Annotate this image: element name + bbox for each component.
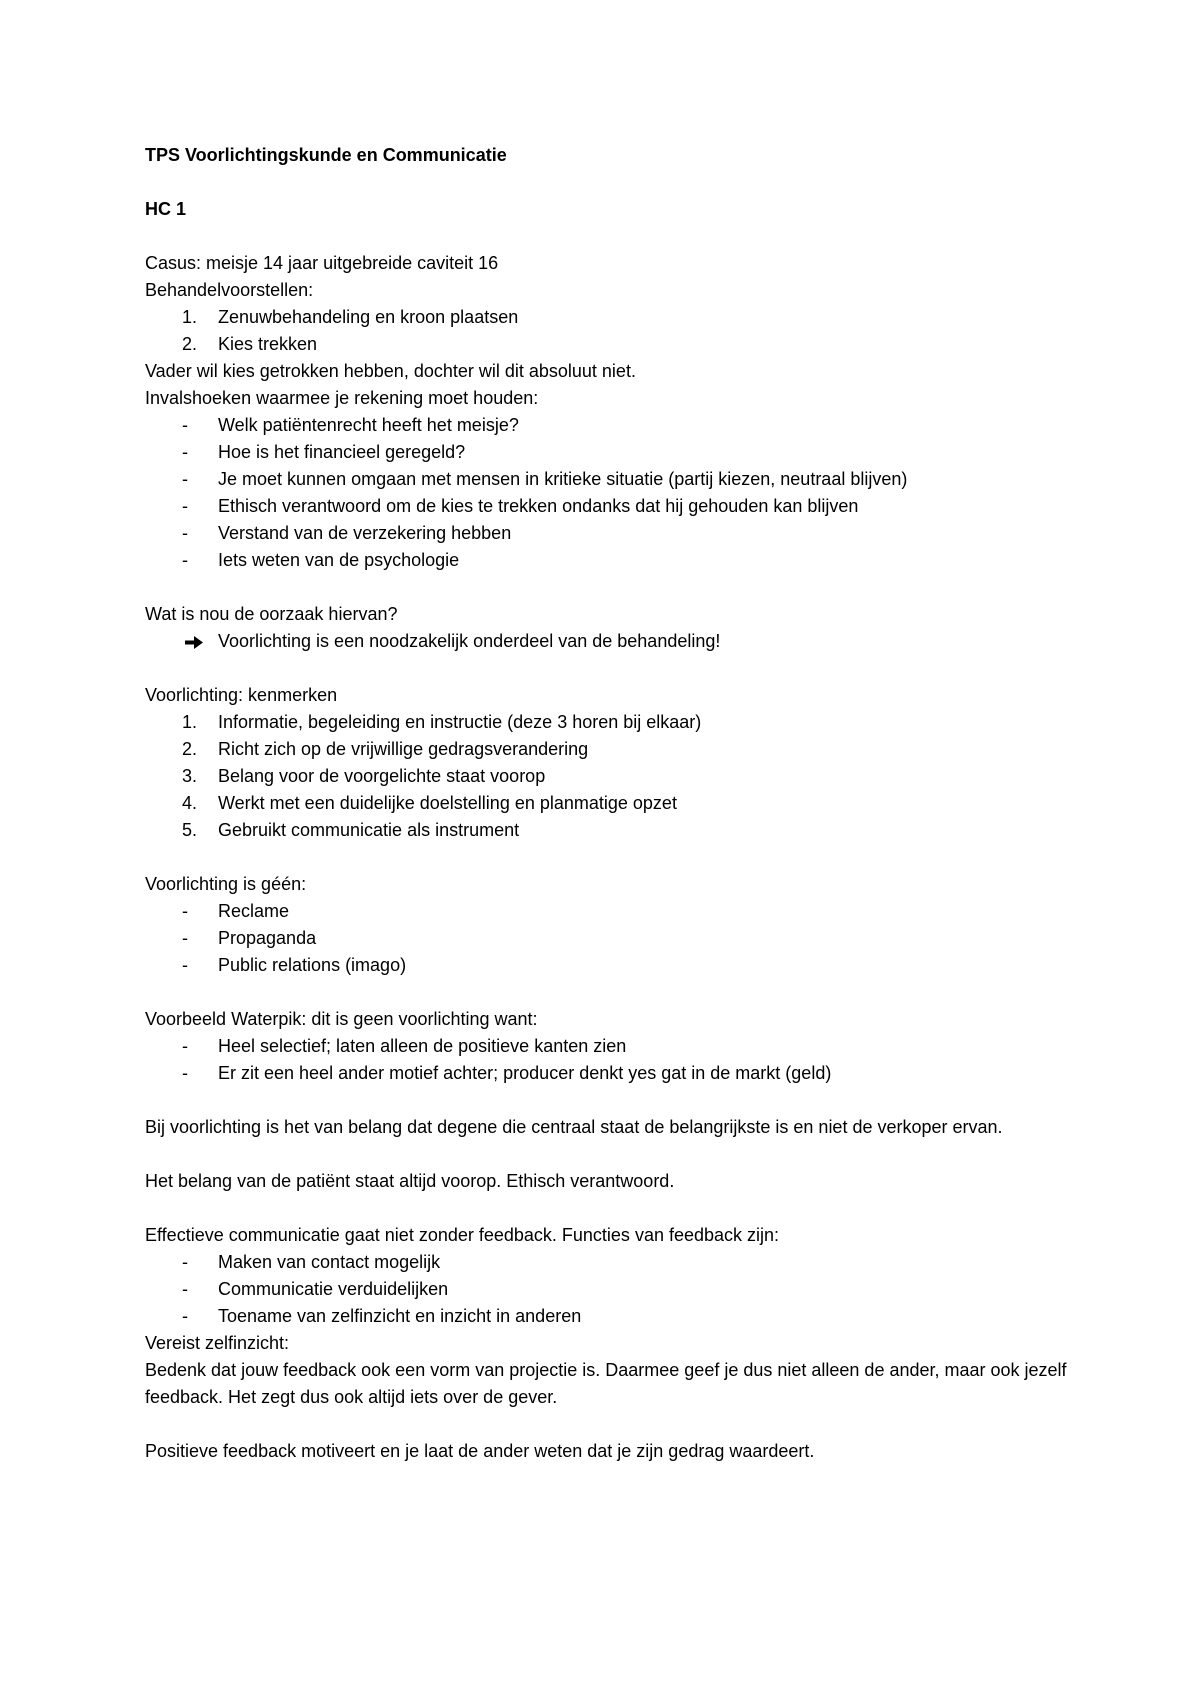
list-item-text: Je moet kunnen omgaan met mensen in kritieke situatie (partij kiezen, neutraal blijven) [218,469,908,489]
list-item [145,439,1105,466]
oorzaak-answer-line [145,628,1105,655]
list-number: 1. [182,307,198,327]
dash-bullet: - [182,1252,188,1272]
list-item-text: Iets weten van de psychologie [218,550,460,570]
waterpik-list [145,1033,1105,1087]
belang-paragraph: Bij voorlichting is het van belang dat degene die centraal staat de belangrijkste is en niet de verkoper ervan. [145,1117,1003,1137]
list-number: 3. [182,766,198,786]
list-number: 5. [182,820,198,840]
list-item-text: Communicatie verduidelijken [218,1279,449,1299]
oorzaak-answer: Voorlichting is een noodzakelijk onderdeel van de behandeling! [218,631,721,651]
list-item-text: Informatie, begeleiding en instructie (deze 3 horen bij elkaar) [218,712,702,732]
list-item-text: Er zit een heel ander motief achter; producer denkt yes gat in de markt (geld) [218,1063,832,1083]
list-item-text: Propaganda [218,928,317,948]
list-item [145,736,1105,763]
list-item-text: Maken van contact mogelijk [218,1252,441,1272]
list-item [145,1249,1105,1276]
feedback-list [145,1249,1105,1330]
list-item [145,1276,1105,1303]
list-item-text: Heel selectief; laten alleen de positieve kanten zien [218,1036,627,1056]
list-item [145,304,1105,331]
list-item-text: Verstand van de verzekering hebben [218,523,512,543]
feedback-heading: Effectieve communicatie gaat niet zonder feedback. Functies van feedback zijn: [145,1225,780,1245]
list-item [145,520,1105,547]
dash-bullet: - [182,1279,188,1299]
patient-paragraph: Het belang van de patiënt staat altijd voorop. Ethisch verantwoord. [145,1171,675,1191]
dash-bullet: - [182,496,188,516]
invalshoeken-list [145,412,1105,574]
list-item [145,709,1105,736]
list-item [145,493,1105,520]
dash-bullet: - [182,1306,188,1326]
positieve-feedback-paragraph: Positieve feedback motiveert en je laat de ander weten dat je zijn gedrag waardeert. [145,1441,815,1461]
dash-bullet: - [182,442,188,462]
dash-bullet: - [182,469,188,489]
dash-bullet: - [182,415,188,435]
geen-heading: Voorlichting is géén: [145,874,307,894]
list-item [145,466,1105,493]
dash-bullet: - [182,955,188,975]
list-item-text: Richt zich op de vrijwillige gedragsverandering [218,739,589,759]
dash-bullet: - [182,550,188,570]
list-item-text: Toename van zelfinzicht en inzicht in anderen [218,1306,582,1326]
casus-line: Casus: meisje 14 jaar uitgebreide caviteit 16 [145,253,499,273]
list-item [145,331,1105,358]
arrow-right-icon [185,628,203,649]
dash-bullet: - [182,523,188,543]
list-item [145,817,1105,844]
lecture-heading: HC 1 [145,199,187,219]
list-item-text: Gebruikt communicatie als instrument [218,820,520,840]
waterpik-heading: Voorbeeld Waterpik: dit is geen voorlichting want: [145,1009,538,1029]
list-item-text: Werkt met een duidelijke doelstelling en planmatige opzet [218,793,677,813]
list-number: 4. [182,793,198,813]
list-item-text: Ethisch verantwoord om de kies te trekken ondanks dat hij gehouden kan blijven [218,496,859,516]
document-title: TPS Voorlichtingskunde en Communicatie [145,145,507,165]
list-item [145,898,1105,925]
behandelvoorstellen-list [145,304,1105,358]
list-number: 1. [182,712,198,732]
list-item [145,790,1105,817]
dash-bullet: - [182,1036,188,1056]
list-item-text: Public relations (imago) [218,955,407,975]
list-item [145,1303,1105,1330]
list-item-text: Belang voor de voorgelichte staat voorop [218,766,546,786]
invalshoeken-heading: Invalshoeken waarmee je rekening moet houden: [145,388,539,408]
kenmerken-heading: Voorlichting: kenmerken [145,685,338,705]
document-page [145,142,1105,1465]
geen-list [145,898,1105,979]
list-item [145,952,1105,979]
list-item [145,1033,1105,1060]
dash-bullet: - [182,901,188,921]
list-item-text: Welk patiëntenrecht heeft het meisje? [218,415,519,435]
list-item [145,925,1105,952]
kenmerken-list [145,709,1105,844]
list-item-text: Reclame [218,901,290,921]
list-item-text: Kies trekken [218,334,318,354]
list-item [145,547,1105,574]
oorzaak-question: Wat is nou de oorzaak hiervan? [145,604,398,624]
zelfinzicht-paragraph: Bedenk dat jouw feedback ook een vorm van projectie is. Daarmee geef je dus niet alleen de ander, maar ook jezelf feedback. Het zegt dus ook altijd iets over de gever. [145,1360,1067,1407]
list-item [145,1060,1105,1087]
list-number: 2. [182,739,198,759]
zelfinzicht-heading: Vereist zelfinzicht: [145,1333,290,1353]
list-item-text: Zenuwbehandeling en kroon plaatsen [218,307,519,327]
dash-bullet: - [182,928,188,948]
list-item-text: Hoe is het financieel geregeld? [218,442,466,462]
list-number: 2. [182,334,198,354]
vader-line: Vader wil kies getrokken hebben, dochter wil dit absoluut niet. [145,361,636,381]
list-item [145,763,1105,790]
list-item [145,412,1105,439]
behandelvoorstellen-heading: Behandelvoorstellen: [145,280,314,300]
dash-bullet: - [182,1063,188,1083]
